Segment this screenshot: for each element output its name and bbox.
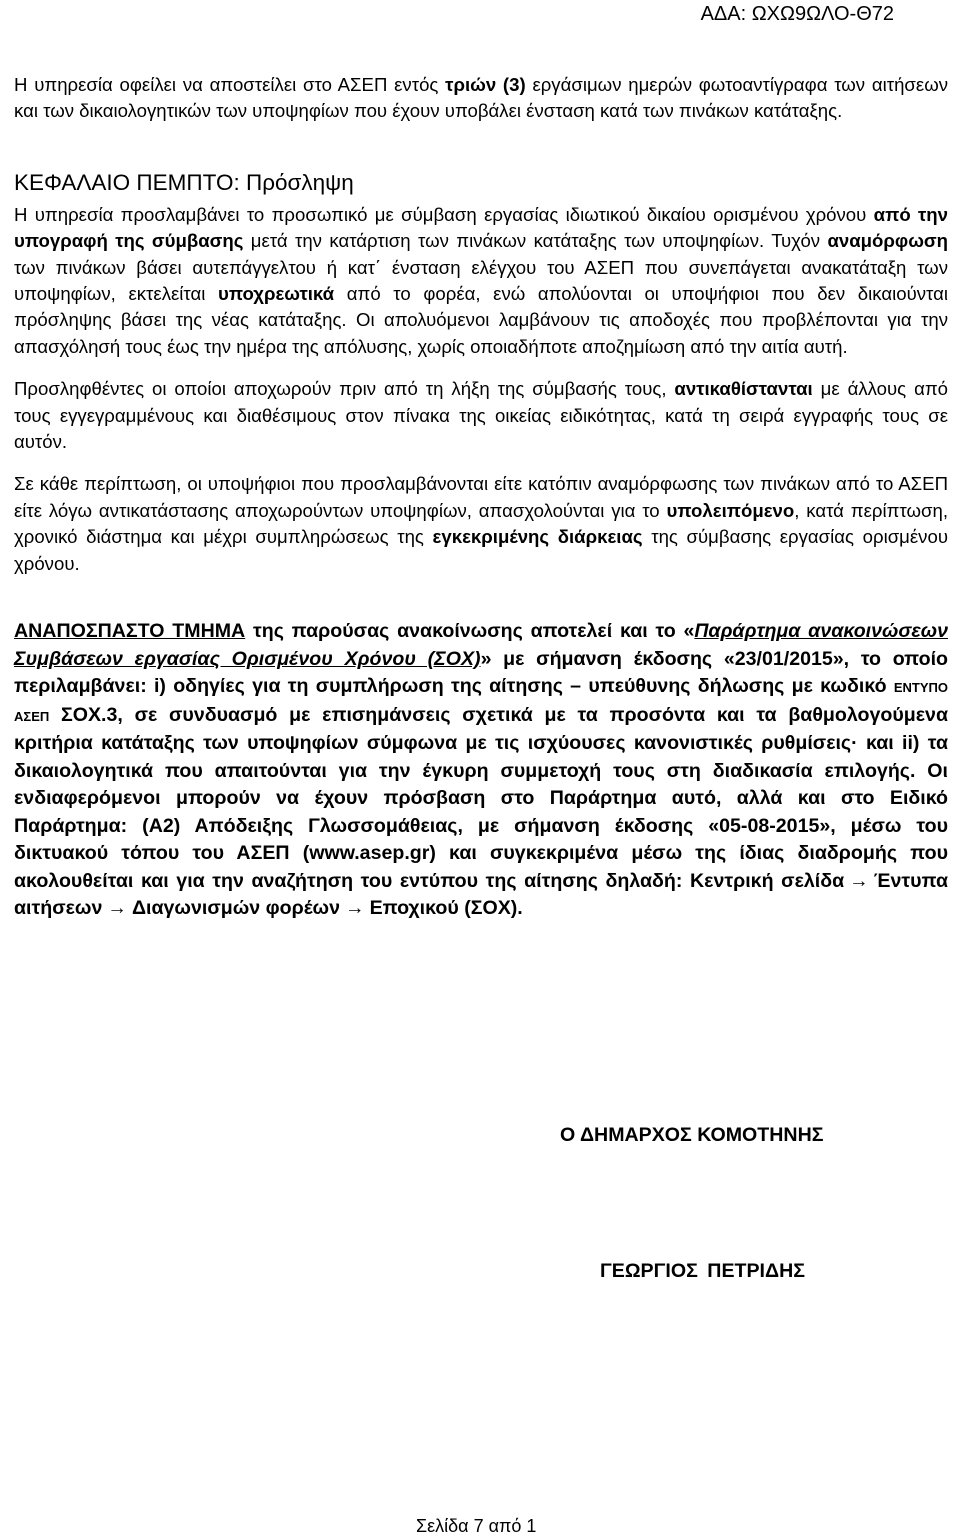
bold-text: τριών (3) — [445, 74, 526, 95]
underlined-text: ΑΝΑΠΟΣΠΑΣΤΟ ΤΜΗΜΑ — [14, 620, 246, 643]
text: , κατά περίπτωση, χρονικό διάστημα και μέχρι συμπληρώσεως της — [14, 499, 948, 548]
text: ΣΟΧ.3, σε συνδυασμό με επισημάνσεις σχετικά με τα προσόντα και τα βαθμολογούμενα κριτήρια κατάταξης των υποψηφίων σύμφωνα με τις ισχύουσες κανονιστικές ρυθμίσεις· και ii) τα δικαιολογητικά που απαιτούνται για την έγκυρη συμμετοχή τους στη διαδικασία επιλογής. Οι ενδιαφερόμενοι μπορούν να έχουν πρόσβαση στο Παράρτημα αυτό, αλλά και στο Ειδικό Παράρτημα: (Α2) Απόδειξης Γλωσσομάθειας, με σήμανση έκδοσης «05-08-2015», μέσω του δικτυακού τόπου του ΑΣΕΠ (www.asep.gr) και συγκεκριμένα μέσω της ίδιας διαδρομής που ακολουθείται και για την αναζήτηση του εντύπου της αίτησης δηλαδή: — [14, 703, 948, 892]
text: της παρούσας ανακοίνωσης αποτελεί και το « — [245, 620, 695, 643]
page-number: Σελίδα 7 από 1 — [416, 1516, 537, 1536]
bold-text: εγκεκριμένης διάρκειας — [432, 526, 643, 548]
paragraph-hiring — [14, 202, 948, 360]
bold-text: υπολειπόμενο — [666, 499, 795, 521]
paragraph-objections — [14, 72, 948, 125]
text: από το φορέα, ενώ απολύονται οι υποψήφιοι που δεν δικαιούνται πρόσληψης βάσει της νέας κατάταξης. Οι απολυόμενοι λαμβάνουν τις αποδοχές που προβλέπονται για την απασχόλησή τους έως την ημέρα της απόλυσης, χωρίς οποιαδήποτε αποζημίωση από την αιτία αυτή. — [14, 283, 949, 357]
bold-text: υποχρεωτικά — [218, 283, 335, 305]
chapter-heading: ΚΕΦΑΛΑΙΟ ΠΕΜΠΤΟ: Πρόσληψη — [14, 169, 354, 195]
signature-name: ΓΕΩΡΓΙΟΣ ΠΕΤΡΙΔΗΣ — [600, 1260, 805, 1282]
nav-path-forms: Έντυπα αιτήσεων — [14, 869, 948, 920]
form-code: ΕΝΤΥΠΟ ΑΣΕΠ — [14, 680, 948, 724]
document-body — [14, 72, 948, 923]
nav-path-seasonal: Εποχικού (ΣΟΧ). — [369, 897, 523, 920]
arrow-right-icon: → — [107, 897, 127, 920]
nav-path-competitions: Διαγωνισμών φορέων — [131, 897, 340, 920]
text: Η υπηρεσία οφείλει να αποστείλει στο ΑΣΕΠ εντός — [14, 74, 446, 95]
text: Σε κάθε περίπτωση, οι υποψήφιοι που προσλαμβάνονται είτε κατόπιν αναμόρφωσης των πινάκων από το ΑΣΕΠ είτε λόγω αντικατάστασης αποχωρούντων υποψηφίων, απασχολούνται για το — [14, 473, 948, 521]
text: Η υπηρεσία προσλαμβάνει το προσωπικό με σύμβαση εργασίας ιδιωτικού δικαίου ορισμένου χρόνου — [14, 203, 874, 225]
signature-title: Ο ΔΗΜΑΡΧΟΣ ΚΟΜΟΤΗΝΗΣ — [560, 1124, 824, 1146]
bold-text: από την υπογραφή της σύμβασης — [14, 203, 949, 252]
text: μετά την κατάρτιση των πινάκων κατάταξης των υποψηφίων. Τυχόν — [243, 230, 828, 252]
paragraph-annex — [14, 618, 948, 923]
text: της σύμβασης εργασίας ορισμένου χρόνου. — [14, 526, 948, 574]
text: εργάσιμων ημερών φωτοαντίγραφα των αιτήσεων και των δικαιολογητικών των υποψηφίων που έχουν υποβάλει ένσταση κατά των πινάκων κατάταξης. — [14, 74, 949, 122]
arrow-right-icon: → — [345, 897, 365, 920]
text: Προσληφθέντες οι οποίοι αποχωρούν πριν από τη λήξη της σύμβασής τους, — [14, 378, 675, 400]
text: με άλλους από τους εγγεγραμμένους και διαθέσιμους στον πίνακα της οικείας ειδικότητας, κατά τη σειρά εγγραφής τους σε αυτόν. — [14, 378, 948, 453]
nav-path-home: Κεντρική σελίδα — [690, 869, 845, 892]
bold-text: αναμόρφωση — [827, 230, 948, 252]
annex-title: Παράρτημα ανακοινώσεων Συμβάσεων εργασίας Ορισμένου Χρόνου (ΣΟΧ) — [14, 620, 949, 670]
text: των πινάκων βάσει αυτεπάγγελτου ή κατ΄ ένσταση ελέγχου του ΑΣΕΠ που συνεπάγεται ανακατάταξη των υποψηφίων, εκτελείται — [14, 256, 948, 305]
bold-text: αντικαθίστανται — [674, 378, 813, 400]
paragraph-replacement — [14, 376, 948, 455]
ada-code: ΑΔΑ: ΩΧΩ9ΩΛΟ-Θ72 — [700, 3, 894, 25]
paragraph-remaining-term — [14, 471, 948, 577]
text: » με σήμανση έκδοσης «23/01/2015», το οποίο περιλαμβάνει: i) οδηγίες για τη συμπλήρωση της αίτησης – υπεύθυνης δήλωσης με κωδικό — [14, 647, 948, 698]
arrow-right-icon: → — [849, 869, 869, 892]
